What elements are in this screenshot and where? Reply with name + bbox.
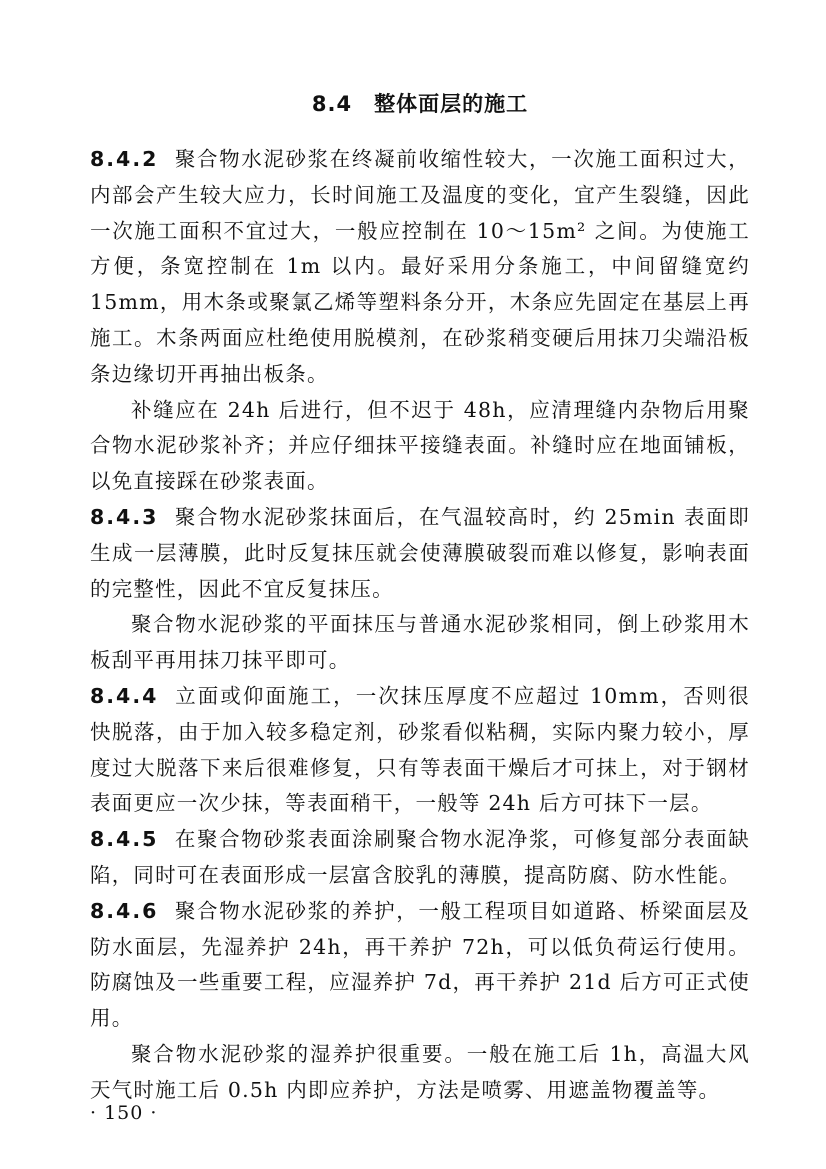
paragraph-8-4-2-continued xyxy=(90,393,750,500)
paragraph-text: 聚合物水泥砂浆的湿养护很重要。一般在施工后 1h，高温大风天气时施工后 0.5h 内即应养护，方法是喷雾、用遮盖物覆盖等。 xyxy=(90,1041,750,1102)
paragraph-text: 聚合物水泥砂浆的平面抹压与普通水泥砂浆相同，倒上砂浆用木板刮平再用抹刀抹平即可。 xyxy=(90,612,750,673)
paragraph-8-4-6-continued xyxy=(90,1037,750,1109)
paragraph-8-4-2 xyxy=(90,142,750,393)
clause-number: 8.4.6 xyxy=(90,898,159,923)
paragraph-text: 聚合物水泥砂浆抹面后，在气温较高时，约 25min 表面即生成一层薄膜，此时反复抹压就会使薄膜破裂而难以修复，影响表面的完整性，因此不宜反复抹压。 xyxy=(90,504,750,601)
clause-number: 8.4.3 xyxy=(90,504,159,529)
section-heading-title: 整体面层的施工 xyxy=(374,92,529,116)
paragraph-text: 聚合物水泥砂浆的养护，一般工程项目如道路、桥梁面层及防水面层，先湿养护 24h，再干养护 72h，可以低负荷运行使用。防腐蚀及一些重要工程，应湿养护 7d，再干养护 21d 后方可正式使用。 xyxy=(90,898,750,1031)
clause-number: 8.4.5 xyxy=(90,827,159,852)
clause-number: 8.4.2 xyxy=(90,147,159,171)
paragraph-8-4-4 xyxy=(90,679,750,822)
paragraph-text: 聚合物水泥砂浆在终凝前收缩性较大，一次施工面积过大，内部会产生较大应力，长时间施工及温度的变化，宜产生裂缝，因此一次施工面积不宜过大，一般应控制在 10～15m² 之间。为使施工方便，条宽控制在 1m 以内。最好采用分条施工，中间留缝宽约 15mm，用木条或聚氯乙烯等塑料条分开，木条应先固定在基层上再施工。木条两面应杜绝使用脱模剂，在砂浆稍变硬后用抹刀尖端沿板条边缘切开再抽出板条。 xyxy=(90,147,750,386)
paragraph-8-4-5 xyxy=(90,822,750,894)
paragraph-8-4-6 xyxy=(90,894,750,1037)
paragraph-text: 补缝应在 24h 后进行，但不迟于 48h，应清理缝内杂物后用聚合物水泥砂浆补齐；并应仔细抹平接缝表面。补缝时应在地面铺板，以免直接踩在砂浆表面。 xyxy=(90,397,750,494)
paragraph-text: 在聚合物砂浆表面涂刷聚合物水泥净浆，可修复部分表面缺陷，同时可在表面形成一层富含胶乳的薄膜，提高防腐、防水性能。 xyxy=(90,827,750,887)
section-heading-number: 8.4 xyxy=(311,92,353,116)
section-heading xyxy=(90,88,750,120)
paragraph-8-4-3-continued xyxy=(90,607,750,679)
paragraph-text: 立面或仰面施工，一次抹压厚度不应超过 10mm，否则很快脱落，由于加入较多稳定剂，砂浆看似粘稠，实际内聚力较小，厚度过大脱落下来后很难修复，只有等表面干燥后才可抹上，对于钢材表面更应一次少抹，等表面稍干，一般等 24h 后方可抹下一层。 xyxy=(90,683,750,816)
clause-number: 8.4.4 xyxy=(90,683,159,708)
document-page xyxy=(90,88,750,1109)
page-number: · 150 · xyxy=(90,1102,158,1124)
paragraph-8-4-3 xyxy=(90,500,750,607)
